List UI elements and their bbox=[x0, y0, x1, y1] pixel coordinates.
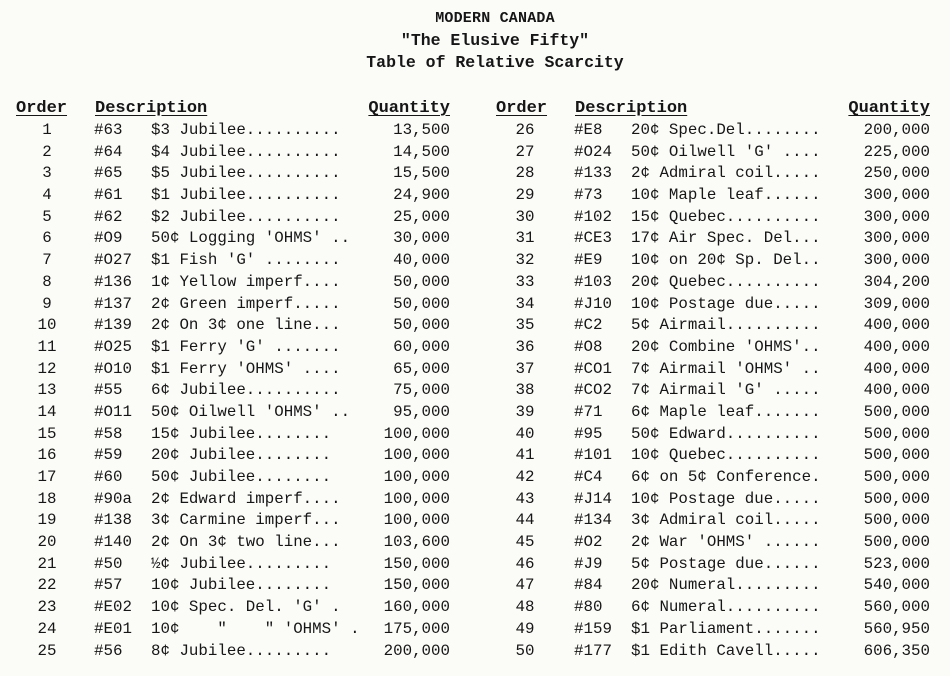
table-row bbox=[16, 619, 456, 641]
description-cell: 20¢ Combine 'OHMS'.. bbox=[631, 337, 821, 356]
left-header-row bbox=[16, 98, 456, 120]
catalog-number-cell: #90a bbox=[94, 489, 132, 508]
title-line-1: MODERN CANADA bbox=[435, 10, 555, 27]
quantity-header: Quantity bbox=[848, 99, 930, 118]
description-cell: $1 Ferry 'G' ....... bbox=[151, 337, 341, 356]
order-cell: 48 bbox=[515, 598, 535, 617]
catalog-number-cell: #73 bbox=[574, 186, 603, 205]
description-cell: 2¢ War 'OHMS' ...... bbox=[631, 533, 821, 552]
catalog-number-cell: #O8 bbox=[574, 337, 603, 356]
description-cell: $1 Fish 'G' ........ bbox=[151, 251, 341, 270]
quantity-cell: 400,000 bbox=[863, 359, 930, 378]
quantity-cell: 95,000 bbox=[393, 402, 450, 421]
description-cell: 3¢ Carmine imperf... bbox=[151, 511, 341, 530]
quantity-cell: 24,900 bbox=[393, 186, 450, 205]
order-cell: 3 bbox=[42, 164, 52, 183]
order-cell: 36 bbox=[515, 337, 535, 356]
description-cell: $1 Ferry 'OHMS' .... bbox=[151, 359, 341, 378]
order-cell: 28 bbox=[515, 164, 535, 183]
catalog-number-cell: #102 bbox=[574, 207, 612, 226]
catalog-number-cell: #O11 bbox=[94, 402, 132, 421]
quantity-cell: 40,000 bbox=[393, 251, 450, 270]
quantity-cell: 400,000 bbox=[863, 316, 930, 335]
description-cell: 6¢ Maple leaf....... bbox=[631, 402, 821, 421]
description-cell: 10¢ " " 'OHMS' . bbox=[151, 619, 360, 638]
order-cell: 26 bbox=[515, 121, 535, 139]
table-row bbox=[496, 532, 936, 554]
right-rows bbox=[496, 120, 936, 662]
quantity-cell: 560,000 bbox=[863, 598, 930, 617]
table-row bbox=[496, 315, 936, 337]
table-row bbox=[496, 424, 936, 446]
table-row bbox=[496, 142, 936, 164]
catalog-number-cell: #139 bbox=[94, 316, 132, 335]
description-cell: 2¢ Edward imperf.... bbox=[151, 489, 341, 508]
description-cell: 1¢ Yellow imperf.... bbox=[151, 272, 341, 291]
table-row bbox=[16, 120, 456, 142]
order-cell: 37 bbox=[515, 359, 535, 378]
quantity-cell: 540,000 bbox=[863, 576, 930, 595]
order-cell: 5 bbox=[42, 207, 52, 226]
table-row bbox=[16, 380, 456, 402]
order-cell: 16 bbox=[37, 446, 57, 465]
description-cell: 7¢ Airmail 'G' ..... bbox=[631, 381, 821, 400]
catalog-number-cell: #64 bbox=[94, 142, 123, 161]
order-cell: 32 bbox=[515, 251, 535, 270]
catalog-number-cell: #E8 bbox=[574, 121, 603, 139]
table-row bbox=[16, 359, 456, 381]
order-cell: 17 bbox=[37, 468, 57, 486]
description-cell: $5 Jubilee.......... bbox=[151, 164, 341, 183]
quantity-cell: 500,000 bbox=[863, 424, 930, 443]
order-cell: 42 bbox=[515, 468, 535, 486]
description-cell: ½¢ Jubilee......... bbox=[151, 554, 332, 573]
table-row bbox=[496, 185, 936, 207]
quantity-cell: 309,000 bbox=[863, 294, 930, 313]
order-cell: 20 bbox=[37, 533, 57, 552]
order-cell: 21 bbox=[37, 554, 57, 573]
order-cell: 47 bbox=[515, 576, 535, 595]
table-row bbox=[496, 250, 936, 272]
title-line-3: Table of Relative Scarcity bbox=[366, 53, 624, 72]
quantity-cell: 400,000 bbox=[863, 337, 930, 356]
quantity-cell: 225,000 bbox=[863, 142, 930, 161]
quantity-cell: 100,000 bbox=[383, 511, 450, 530]
catalog-number-cell: #80 bbox=[574, 598, 603, 617]
table-row bbox=[496, 402, 936, 424]
description-cell: 6¢ Numeral.......... bbox=[631, 598, 821, 617]
table-row bbox=[16, 554, 456, 576]
quantity-cell: 100,000 bbox=[383, 468, 450, 486]
catalog-number-cell: #O2 bbox=[574, 533, 603, 552]
description-cell: 50¢ Edward.......... bbox=[631, 424, 821, 443]
order-cell: 43 bbox=[515, 489, 535, 508]
quantity-cell: 150,000 bbox=[383, 576, 450, 595]
table-row bbox=[496, 207, 936, 229]
catalog-number-cell: #133 bbox=[574, 164, 612, 183]
right-header-row bbox=[496, 98, 936, 120]
description-cell: 2¢ On 3¢ two line... bbox=[151, 533, 341, 552]
order-cell: 19 bbox=[37, 511, 57, 530]
catalog-number-cell: #71 bbox=[574, 402, 603, 421]
order-cell: 38 bbox=[515, 381, 535, 400]
order-cell: 23 bbox=[37, 598, 57, 617]
table-row bbox=[16, 641, 456, 663]
catalog-number-cell: #84 bbox=[574, 576, 603, 595]
table-row bbox=[16, 337, 456, 359]
order-cell: 50 bbox=[515, 641, 535, 660]
quantity-cell: 500,000 bbox=[863, 402, 930, 421]
order-cell: 6 bbox=[42, 229, 52, 248]
description-cell: 7¢ Airmail 'OHMS' .. bbox=[631, 359, 821, 378]
catalog-number-cell: #136 bbox=[94, 272, 132, 291]
catalog-number-cell: #62 bbox=[94, 207, 123, 226]
table-row bbox=[16, 250, 456, 272]
description-cell: 2¢ Admiral coil..... bbox=[631, 164, 821, 183]
quantity-cell: 150,000 bbox=[383, 554, 450, 573]
quantity-cell: 100,000 bbox=[383, 446, 450, 465]
quantity-cell: 13,500 bbox=[393, 121, 450, 139]
table-row bbox=[16, 315, 456, 337]
order-cell: 35 bbox=[515, 316, 535, 335]
description-cell: 10¢ Postage due..... bbox=[631, 489, 821, 508]
description-cell: 10¢ on 20¢ Sp. Del.. bbox=[631, 251, 821, 270]
catalog-number-cell: #177 bbox=[574, 641, 612, 660]
catalog-number-cell: #134 bbox=[574, 511, 612, 530]
catalog-number-cell: #55 bbox=[94, 381, 123, 400]
quantity-cell: 100,000 bbox=[383, 489, 450, 508]
quantity-cell: 25,000 bbox=[393, 207, 450, 226]
table-row bbox=[496, 641, 936, 663]
table-row bbox=[496, 619, 936, 641]
quantity-cell: 500,000 bbox=[863, 446, 930, 465]
quantity-cell: 250,000 bbox=[863, 164, 930, 183]
order-cell: 2 bbox=[42, 142, 52, 161]
table-row bbox=[496, 467, 936, 489]
quantity-cell: 160,000 bbox=[383, 598, 450, 617]
order-cell: 24 bbox=[37, 619, 57, 638]
order-cell: 4 bbox=[42, 186, 52, 205]
table-row bbox=[496, 445, 936, 467]
catalog-number-cell: #50 bbox=[94, 554, 123, 573]
quantity-cell: 304,200 bbox=[863, 272, 930, 291]
catalog-number-cell: #E9 bbox=[574, 251, 603, 270]
order-cell: 11 bbox=[37, 337, 57, 356]
description-cell: 17¢ Air Spec. Del... bbox=[631, 229, 821, 248]
catalog-number-cell: #C2 bbox=[574, 316, 603, 335]
order-cell: 30 bbox=[515, 207, 535, 226]
order-cell: 39 bbox=[515, 402, 535, 421]
catalog-number-cell: #CO2 bbox=[574, 381, 612, 400]
order-cell: 40 bbox=[515, 424, 535, 443]
quantity-cell: 65,000 bbox=[393, 359, 450, 378]
description-cell: 6¢ on 5¢ Conference. bbox=[631, 468, 821, 486]
table-row bbox=[496, 228, 936, 250]
quantity-cell: 50,000 bbox=[393, 316, 450, 335]
left-rows bbox=[16, 120, 456, 662]
description-header: Description bbox=[575, 99, 688, 118]
table-row bbox=[16, 228, 456, 250]
description-cell: 2¢ Green imperf..... bbox=[151, 294, 341, 313]
catalog-number-cell: #CO1 bbox=[574, 359, 612, 378]
order-cell: 29 bbox=[515, 186, 535, 205]
table-row bbox=[496, 272, 936, 294]
description-cell: 50¢ Oilwell 'OHMS' .. bbox=[151, 402, 351, 421]
description-cell: $4 Jubilee.......... bbox=[151, 142, 341, 161]
table-row bbox=[16, 402, 456, 424]
quantity-cell: 103,600 bbox=[383, 533, 450, 552]
quantity-header: Quantity bbox=[368, 99, 450, 118]
table-row bbox=[496, 380, 936, 402]
table-row bbox=[16, 424, 456, 446]
catalog-number-cell: #137 bbox=[94, 294, 132, 313]
order-cell: 46 bbox=[515, 554, 535, 573]
description-cell: 5¢ Airmail.......... bbox=[631, 316, 821, 335]
quantity-cell: 500,000 bbox=[863, 468, 930, 486]
quantity-cell: 30,000 bbox=[393, 229, 450, 248]
quantity-cell: 400,000 bbox=[863, 381, 930, 400]
table-row bbox=[496, 294, 936, 316]
order-cell: 31 bbox=[515, 229, 535, 248]
order-cell: 41 bbox=[515, 446, 535, 465]
right-column bbox=[496, 98, 936, 662]
description-cell: 15¢ Quebec.......... bbox=[631, 207, 821, 226]
quantity-cell: 200,000 bbox=[863, 121, 930, 139]
description-cell: 50¢ Logging 'OHMS' .. bbox=[151, 229, 351, 248]
catalog-number-cell: #J9 bbox=[574, 554, 603, 573]
description-cell: 10¢ Maple leaf...... bbox=[631, 186, 821, 205]
description-cell: $1 Parliament....... bbox=[631, 619, 821, 638]
catalog-number-cell: #E01 bbox=[94, 619, 132, 638]
description-cell: $1 Edith Cavell..... bbox=[631, 641, 821, 660]
catalog-number-cell: #61 bbox=[94, 186, 123, 205]
catalog-number-cell: #J10 bbox=[574, 294, 612, 313]
table-row bbox=[496, 510, 936, 532]
table-row bbox=[16, 445, 456, 467]
order-cell: 45 bbox=[515, 533, 535, 552]
quantity-cell: 100,000 bbox=[383, 424, 450, 443]
table-row bbox=[16, 467, 456, 489]
description-cell: 10¢ Spec. Del. 'G' . bbox=[151, 598, 341, 617]
order-cell: 1 bbox=[42, 121, 52, 139]
table-row bbox=[16, 597, 456, 619]
catalog-number-cell: #101 bbox=[574, 446, 612, 465]
order-cell: 13 bbox=[37, 381, 57, 400]
description-cell: $3 Jubilee.......... bbox=[151, 121, 341, 139]
quantity-cell: 200,000 bbox=[383, 641, 450, 660]
catalog-number-cell: #58 bbox=[94, 424, 123, 443]
table-row bbox=[16, 510, 456, 532]
catalog-number-cell: #56 bbox=[94, 641, 123, 660]
table-row bbox=[16, 272, 456, 294]
order-cell: 44 bbox=[515, 511, 535, 530]
table-row bbox=[16, 489, 456, 511]
table-row bbox=[496, 489, 936, 511]
table-row bbox=[16, 142, 456, 164]
description-cell: 15¢ Jubilee........ bbox=[151, 424, 332, 443]
order-cell: 15 bbox=[37, 424, 57, 443]
quantity-cell: 500,000 bbox=[863, 489, 930, 508]
table-row bbox=[16, 532, 456, 554]
catalog-number-cell: #59 bbox=[94, 446, 123, 465]
description-cell: 20¢ Numeral......... bbox=[631, 576, 821, 595]
quantity-cell: 300,000 bbox=[863, 186, 930, 205]
quantity-cell: 300,000 bbox=[863, 207, 930, 226]
catalog-number-cell: #O10 bbox=[94, 359, 132, 378]
table-row bbox=[496, 120, 936, 142]
description-cell: $1 Jubilee.......... bbox=[151, 186, 341, 205]
catalog-number-cell: #103 bbox=[574, 272, 612, 291]
order-cell: 8 bbox=[42, 272, 52, 291]
catalog-number-cell: #O9 bbox=[94, 229, 123, 248]
quantity-cell: 60,000 bbox=[393, 337, 450, 356]
table-row bbox=[496, 575, 936, 597]
catalog-number-cell: #140 bbox=[94, 533, 132, 552]
order-cell: 9 bbox=[42, 294, 52, 313]
quantity-cell: 523,000 bbox=[863, 554, 930, 573]
catalog-number-cell: #95 bbox=[574, 424, 603, 443]
quantity-cell: 75,000 bbox=[393, 381, 450, 400]
quantity-cell: 606,350 bbox=[863, 641, 930, 660]
catalog-number-cell: #O24 bbox=[574, 142, 612, 161]
title-block bbox=[0, 8, 950, 74]
catalog-number-cell: #CE3 bbox=[574, 229, 612, 248]
catalog-number-cell: #63 bbox=[94, 121, 123, 139]
quantity-cell: 14,500 bbox=[393, 142, 450, 161]
quantity-cell: 50,000 bbox=[393, 272, 450, 291]
quantity-cell: 300,000 bbox=[863, 251, 930, 270]
table-row bbox=[16, 575, 456, 597]
description-cell: 20¢ Jubilee........ bbox=[151, 446, 332, 465]
order-cell: 33 bbox=[515, 272, 535, 291]
title-line-2: "The Elusive Fifty" bbox=[400, 31, 590, 50]
description-cell: 8¢ Jubilee......... bbox=[151, 641, 332, 660]
catalog-number-cell: #O25 bbox=[94, 337, 132, 356]
description-cell: 50¢ Jubilee........ bbox=[151, 468, 332, 486]
table-row bbox=[496, 163, 936, 185]
description-cell: 50¢ Oilwell 'G' .... bbox=[631, 142, 821, 161]
order-cell: 12 bbox=[37, 359, 57, 378]
order-header: Order bbox=[16, 99, 68, 118]
order-cell: 25 bbox=[37, 641, 57, 660]
catalog-number-cell: #60 bbox=[94, 468, 123, 486]
order-cell: 27 bbox=[515, 142, 535, 161]
table-row bbox=[16, 294, 456, 316]
order-cell: 34 bbox=[515, 294, 535, 313]
table-row bbox=[496, 554, 936, 576]
table-row bbox=[16, 207, 456, 229]
description-cell: 3¢ Admiral coil..... bbox=[631, 511, 821, 530]
quantity-cell: 560,950 bbox=[863, 619, 930, 638]
quantity-cell: 50,000 bbox=[393, 294, 450, 313]
catalog-number-cell: #65 bbox=[94, 164, 123, 183]
description-cell: 20¢ Quebec.......... bbox=[631, 272, 821, 291]
table-row bbox=[496, 337, 936, 359]
table-row bbox=[16, 185, 456, 207]
quantity-cell: 500,000 bbox=[863, 533, 930, 552]
description-cell: 20¢ Spec.Del........ bbox=[631, 121, 821, 139]
left-column bbox=[16, 98, 456, 662]
quantity-cell: 175,000 bbox=[383, 619, 450, 638]
description-cell: 5¢ Postage due...... bbox=[631, 554, 821, 573]
description-cell: 10¢ Quebec.......... bbox=[631, 446, 821, 465]
table-row bbox=[496, 597, 936, 619]
table-row bbox=[16, 163, 456, 185]
order-cell: 10 bbox=[37, 316, 57, 335]
quantity-cell: 500,000 bbox=[863, 511, 930, 530]
order-cell: 18 bbox=[37, 489, 57, 508]
description-header: Description bbox=[95, 99, 208, 118]
description-cell: $2 Jubilee.......... bbox=[151, 207, 341, 226]
order-header: Order bbox=[496, 99, 548, 118]
description-cell: 10¢ Jubilee........ bbox=[151, 576, 332, 595]
catalog-number-cell: #J14 bbox=[574, 489, 612, 508]
quantity-cell: 300,000 bbox=[863, 229, 930, 248]
order-cell: 49 bbox=[515, 619, 535, 638]
table-row bbox=[496, 359, 936, 381]
catalog-number-cell: #138 bbox=[94, 511, 132, 530]
order-cell: 14 bbox=[37, 402, 57, 421]
description-cell: 2¢ On 3¢ one line... bbox=[151, 316, 341, 335]
catalog-number-cell: #159 bbox=[574, 619, 612, 638]
catalog-number-cell: #57 bbox=[94, 576, 123, 595]
catalog-number-cell: #E02 bbox=[94, 598, 132, 617]
catalog-number-cell: #C4 bbox=[574, 468, 603, 486]
order-cell: 22 bbox=[37, 576, 57, 595]
quantity-cell: 15,500 bbox=[393, 164, 450, 183]
description-cell: 6¢ Jubilee.......... bbox=[151, 381, 341, 400]
order-cell: 7 bbox=[42, 251, 52, 270]
description-cell: 10¢ Postage due..... bbox=[631, 294, 821, 313]
catalog-number-cell: #O27 bbox=[94, 251, 132, 270]
